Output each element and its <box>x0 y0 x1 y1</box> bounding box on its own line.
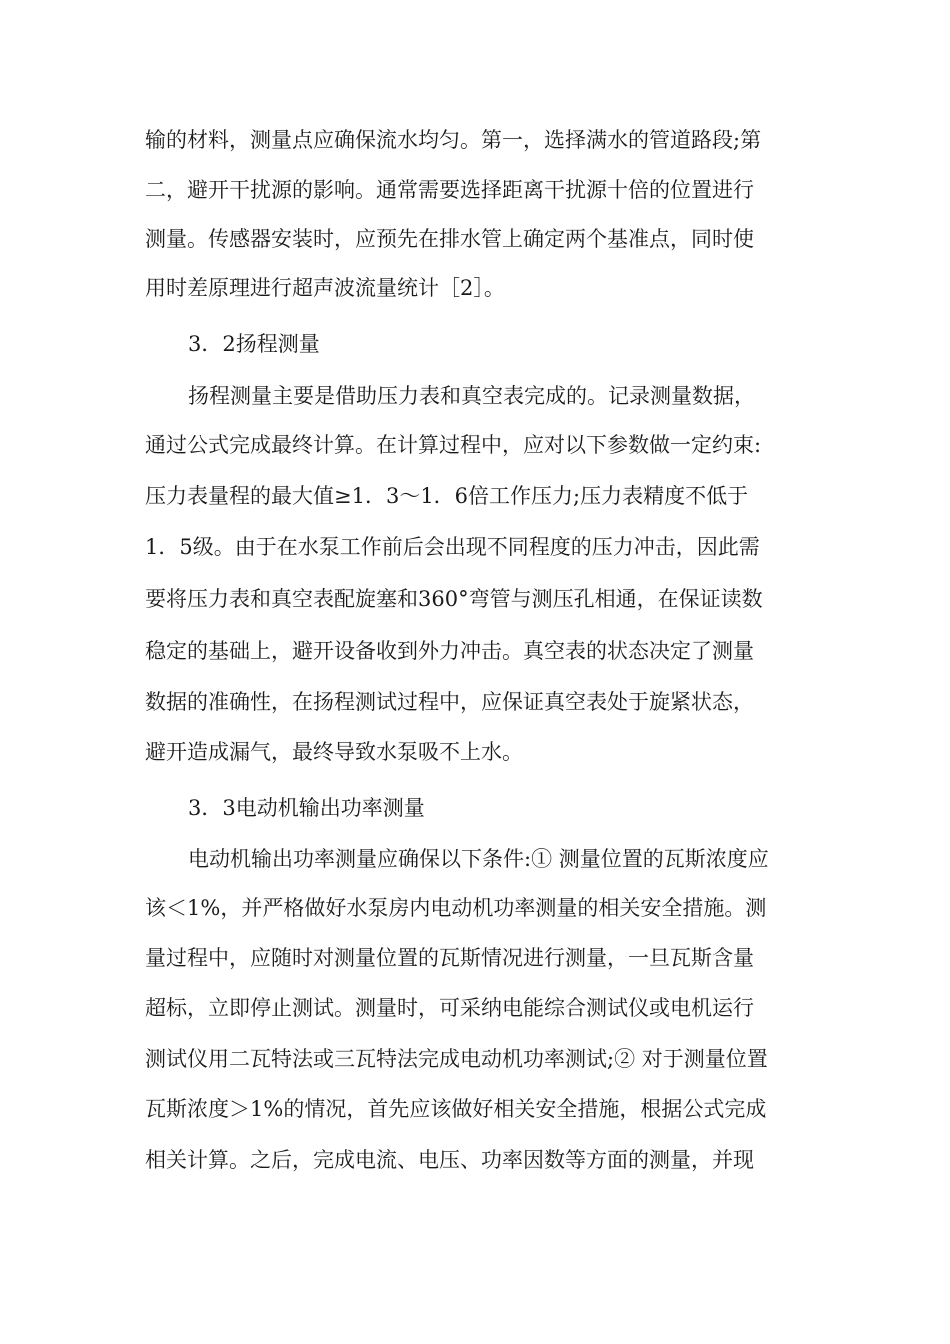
paragraph-line: 二，避开干扰源的影响。通常需要选择距离干扰源十倍的位置进行 <box>145 178 754 202</box>
paragraph-line: 超标，立即停止测试。测量时，可采纳电能综合测试仪或电机运行 <box>145 996 754 1020</box>
paragraph-line: 1．5级。由于在水泵工作前后会出现不同程度的压力冲击，因此需 <box>145 535 760 559</box>
paragraph-line: 测量。传感器安装时，应预先在排水管上确定两个基准点，同时使 <box>145 227 754 251</box>
paragraph-line: 要将压力表和真空表配旋塞和360°弯管与测压孔相通，在保证读数 <box>145 587 763 611</box>
paragraph-line: 测试仪用二瓦特法或三瓦特法完成电动机功率测试;② 对于测量位置 <box>145 1047 768 1071</box>
paragraph-line: 该＜1%，并严格做好水泵房内电动机功率测量的相关安全措施。测 <box>145 896 767 920</box>
paragraph-line: 输的材料，测量点应确保流水均匀。第一，选择满水的管道路段;第 <box>145 128 762 152</box>
paragraph-line: 相关计算。之后，完成电流、电压、功率因数等方面的测量，并现 <box>145 1148 754 1172</box>
paragraph-line: 数据的准确性，在扬程测试过程中，应保证真空表处于旋紧状态， <box>145 690 754 714</box>
paragraph-line: 电动机输出功率测量应确保以下条件:① 测量位置的瓦斯浓度应 <box>188 847 769 871</box>
paragraph-line: 瓦斯浓度＞1%的情况，首先应该做好相关安全措施，根据公式完成 <box>145 1097 767 1121</box>
paragraph-line: 通过公式完成最终计算。在计算过程中，应对以下参数做一定约束: <box>145 433 762 457</box>
paragraph-line: 稳定的基础上，避开设备收到外力冲击。真空表的状态决定了测量 <box>145 639 754 663</box>
section-heading: 3．2扬程测量 <box>188 332 320 356</box>
paragraph-line: 用时差原理进行超声波流量统计［2］。 <box>145 276 505 300</box>
paragraph-line: 压力表量程的最大值≥1．3～1．6倍工作压力;压力表精度不低于 <box>145 484 749 508</box>
paragraph-line: 量过程中，应随时对测量位置的瓦斯情况进行测量，一旦瓦斯含量 <box>145 946 754 970</box>
paragraph-line: 扬程测量主要是借助压力表和真空表完成的。记录测量数据， <box>188 384 755 408</box>
paragraph-line: 避开造成漏气，最终导致水泵吸不上水。 <box>145 740 523 764</box>
section-heading: 3．3电动机输出功率测量 <box>188 796 425 820</box>
